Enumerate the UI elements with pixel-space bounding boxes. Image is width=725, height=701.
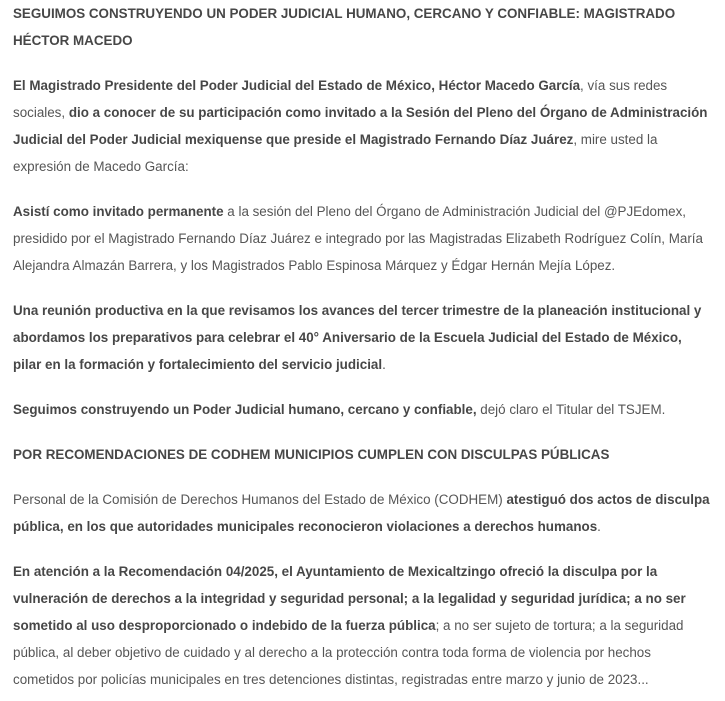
plain-text: Personal de la Comisión de Derechos Humanos del Estado de México (CODHEM)	[13, 492, 507, 507]
plain-text: , mire usted la expresión de Macedo García:	[13, 132, 658, 174]
bold-text: Una reunión productiva en la que revisamos los avances del tercer trimestre de la planeación institucional y abordamos los preparativos para celebrar el 40° Aniversario de la Escuela Judicial del Estado de México, pilar en la formación y fortalecimiento del servicio judicial	[13, 303, 702, 372]
plain-text: a la sesión del Pleno del Órgano de Administración Judicial del @PJEdomex, presidido por el Magistrado Fernando Díaz Juárez e integrado por las Magistradas Elizabeth Rodríguez Colín, María Alejandra Almazán Barrera, y los Magistrados Pablo Espinosa Márquez y Édgar Hernán Mejía López.	[13, 204, 703, 273]
article-heading-codhem: POR RECOMENDACIONES DE CODHEM MUNICIPIOS CUMPLEN CON DISCULPAS PÚBLICAS	[13, 447, 610, 462]
plain-text: .	[382, 357, 386, 372]
paragraph-macedo-intro	[13, 72, 713, 180]
article-heading-macedo: SEGUIMOS CONSTRUYENDO UN PODER JUDICIAL HUMANO, CERCANO Y CONFIABLE: MAGISTRADO HÉCTOR MACEDO	[13, 6, 676, 48]
paragraph-mexicaltzingo	[13, 558, 713, 693]
bold-text: En atención a la Recomendación 04/2025, el Ayuntamiento de Mexicaltzingo ofreció la disculpa por la vulneración de derechos a la integridad y seguridad personal; a la legalidad y seguridad jurídica; a no ser sometido al uso desproporcionado o indebido de la fuerza pública	[13, 564, 686, 633]
paragraph-quote-closing	[13, 396, 713, 423]
bold-text: dio a conocer de su participación como invitado a la Sesión del Pleno del Órgano de Administración Judicial del Poder Judicial mexiquense que preside el Magistrado Fernando Díaz Juárez	[13, 105, 708, 147]
bold-text: Asistí como invitado permanente	[13, 204, 224, 219]
bold-text: atestiguó dos actos de disculpa pública, en los que autoridades municipales reconocieron violaciones a derechos humanos	[13, 492, 710, 534]
bold-text: Seguimos construyendo un Poder Judicial humano, cercano y confiable,	[13, 402, 477, 417]
paragraph-quote-meeting	[13, 297, 713, 378]
paragraph-codhem-intro	[13, 486, 713, 540]
plain-text: .	[597, 519, 601, 534]
paragraph-quote-session	[13, 198, 713, 279]
plain-text: ; a no ser sujeto de tortura; a la seguridad pública, al deber objetivo de cuidado y al derecho a la protección contra toda forma de violencia por hechos cometidos por policías municipales en tres detenciones distintas, registradas entre marzo y junio de 2023...	[13, 618, 684, 687]
bold-text: El Magistrado Presidente del Poder Judicial del Estado de México, Héctor Macedo García	[13, 78, 581, 93]
plain-text: , vía sus redes sociales,	[13, 78, 668, 120]
plain-text: dejó claro el Titular del TSJEM.	[476, 402, 666, 417]
